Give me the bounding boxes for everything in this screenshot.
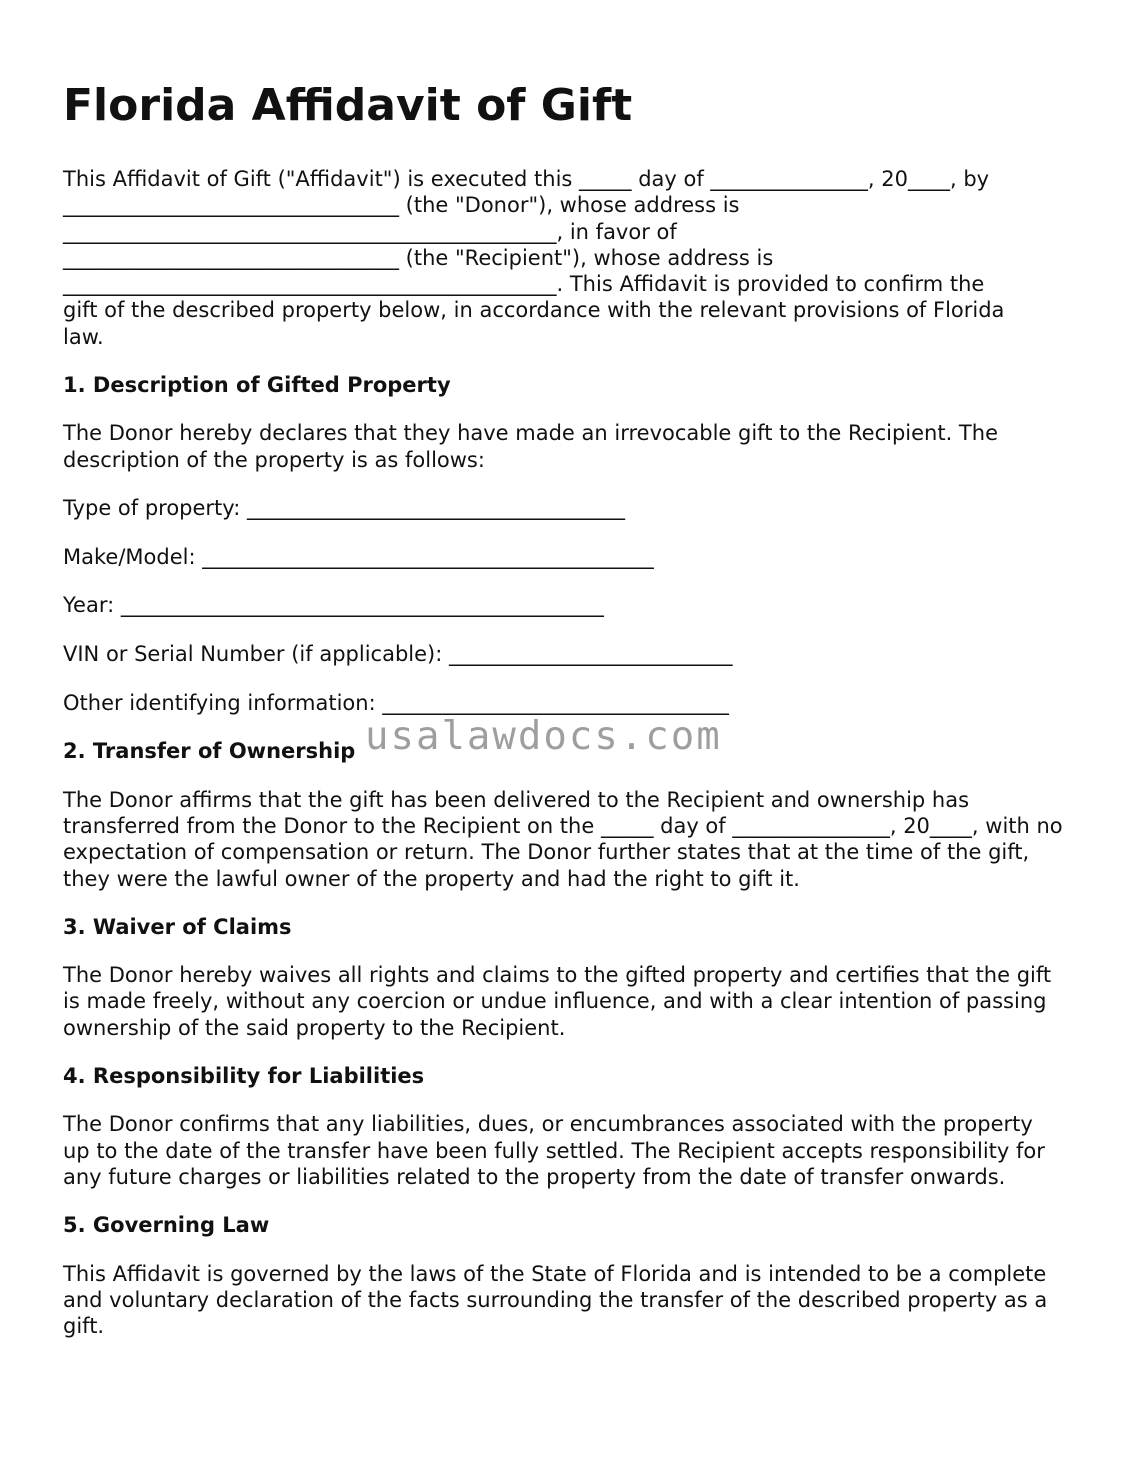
section-body-liabilities: The Donor confirms that any liabilities, dues, or encumbrances associated with the property up to the date of the transfer have been fully settled. The Recipient accepts responsibility for any future charges or liabilities related to the property from the date of transfer onwards. [63,1112,1045,1189]
section-heading-waiver: 3. Waiver of Claims [63,914,292,939]
section-heading-liabilities: 4. Responsibility for Liabilities [63,1064,425,1089]
section-heading-description: 1. Description of Gifted Property [63,373,451,398]
intro-line: law. [63,324,104,349]
section-body-transfer: The Donor affirms that the gift has been delivered to the Recipient and ownership has transferred from the Donor to the Recipient on the _____ day of _______________, 20____, with no expectation of compensation or return. The Donor further states that at the time of the gift, they were the lawful owner of the property and had the right to gift it. [63,787,1063,891]
section-body-waiver: The Donor hereby waives all rights and claims to the gifted property and certifies that the gift is made freely, without any coercion or undue influence, and with a clear intention of passing ownership of the said property to the Recipient. [63,963,1052,1040]
intro-line: ________________________________ (the "Recipient"), whose address is [63,245,774,270]
section-body-description: The Donor hereby declares that they have made an irrevocable gift to the Recipient. The description of the property is as follows: [63,421,998,472]
watermark: usalawdocs.com [365,714,722,759]
intro-line: _______________________________________________, in favor of [63,219,677,244]
field-year: Year: ______________________________________________ [63,593,604,618]
field-type-of-property: Type of property: ____________________________________ [63,495,625,520]
intro-line: gift of the described property below, in accordance with the relevant provisions of Florida [63,298,1005,323]
field-other-info: Other identifying information: _________________________________ [63,690,729,715]
document-title: Florida Affidavit of Gift [63,80,633,131]
section-heading-transfer: 2. Transfer of Ownership [63,739,356,764]
field-vin-serial: VIN or Serial Number (if applicable): ___________________________ [63,642,733,667]
section-body-governing-law: This Affidavit is governed by the laws of the State of Florida and is intended to be a complete and voluntary declaration of the facts surrounding the transfer of the described property as a gift. [63,1261,1048,1339]
intro-line: _______________________________________________. This Affidavit is provided to confirm the [63,272,985,297]
intro-line: ________________________________ (the "Donor"), whose address is [63,193,740,218]
section-heading-governing-law: 5. Governing Law [63,1213,270,1238]
intro-paragraph [63,166,1063,350]
field-make-model: Make/Model: ___________________________________________ [63,544,654,569]
intro-line: This Affidavit of Gift ("Affidavit") is executed this _____ day of _______________, 20____, by [63,167,990,191]
